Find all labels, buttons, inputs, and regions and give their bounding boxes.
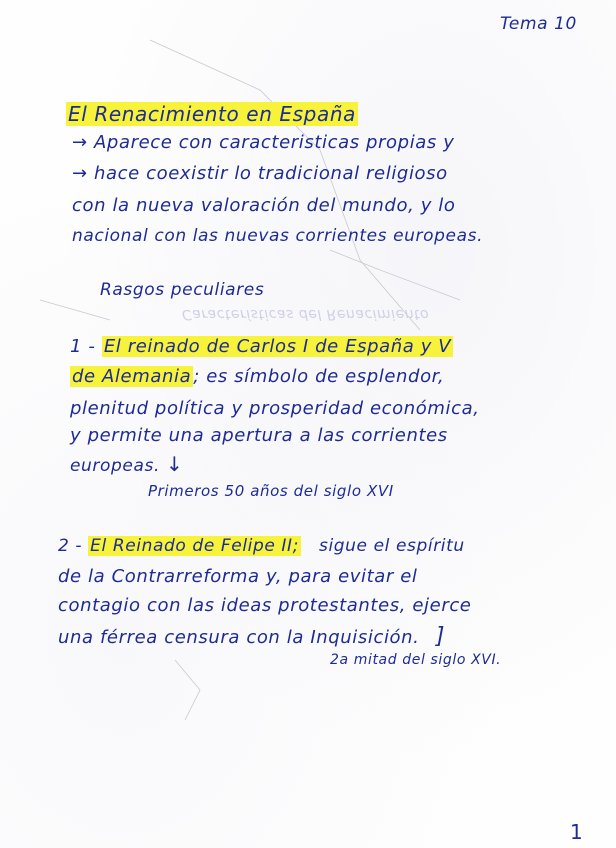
point-1-highlight-b: de Alemania (72, 366, 192, 387)
page-number: 1 (570, 820, 584, 844)
point-2-label: 2 - (58, 536, 83, 556)
page-title (66, 102, 358, 126)
intro-line-4: nacional con las nuevas corrientes europeas. (72, 226, 484, 246)
point-2-line-1 (58, 536, 465, 556)
point-1-line-5 (70, 452, 183, 476)
point-2-highlight: El Reinado de Felipe II; (90, 536, 299, 556)
point-2-line-3: contagio con las ideas protestantes, ejerce (58, 595, 472, 616)
bracket-mark: ] (435, 624, 446, 649)
point-1-label: 1 - (70, 336, 96, 357)
bleed-through-text: Características del Renacimiento (182, 306, 430, 322)
point-1-europeas: europeas. (70, 456, 160, 476)
title-highlight: El Renacimiento en España (68, 102, 356, 126)
topic-label: Tema 10 (500, 14, 577, 34)
point-1-note: Primeros 50 años del siglo XVI (148, 482, 394, 500)
point-2-note: 2a mitad del siglo XVI. (330, 652, 502, 668)
intro-line-1: → Aparece con caracteristicas propias y (72, 132, 455, 153)
point-2-inquisicion: una férrea censura con la Inquisición. (58, 627, 420, 648)
point-1-line-4: y permite una apertura a las corrientes (70, 425, 448, 446)
point-1-highlight-a: El reinado de Carlos I de España y V (103, 336, 452, 357)
point-1-rest-a: ; es símbolo de esplendor, (193, 366, 445, 387)
point-1-line-3: plenitud política y prosperidad económica, (70, 398, 480, 419)
down-arrow-icon: ↓ (165, 452, 184, 476)
intro-line-2: → hace coexistir lo tradicional religioso (72, 163, 448, 184)
point-2-line-4 (58, 624, 445, 649)
intro-line-3: con la nueva valoración del mundo, y lo (72, 195, 456, 216)
point-1-line-2 (70, 366, 444, 387)
section-heading: Rasgos peculiares (100, 280, 265, 300)
point-1-line-1 (70, 336, 453, 357)
point-2-line-2: de la Contrarreforma y, para evitar el (58, 566, 418, 587)
point-2-rest-a: sigue el espíritu (318, 536, 465, 556)
